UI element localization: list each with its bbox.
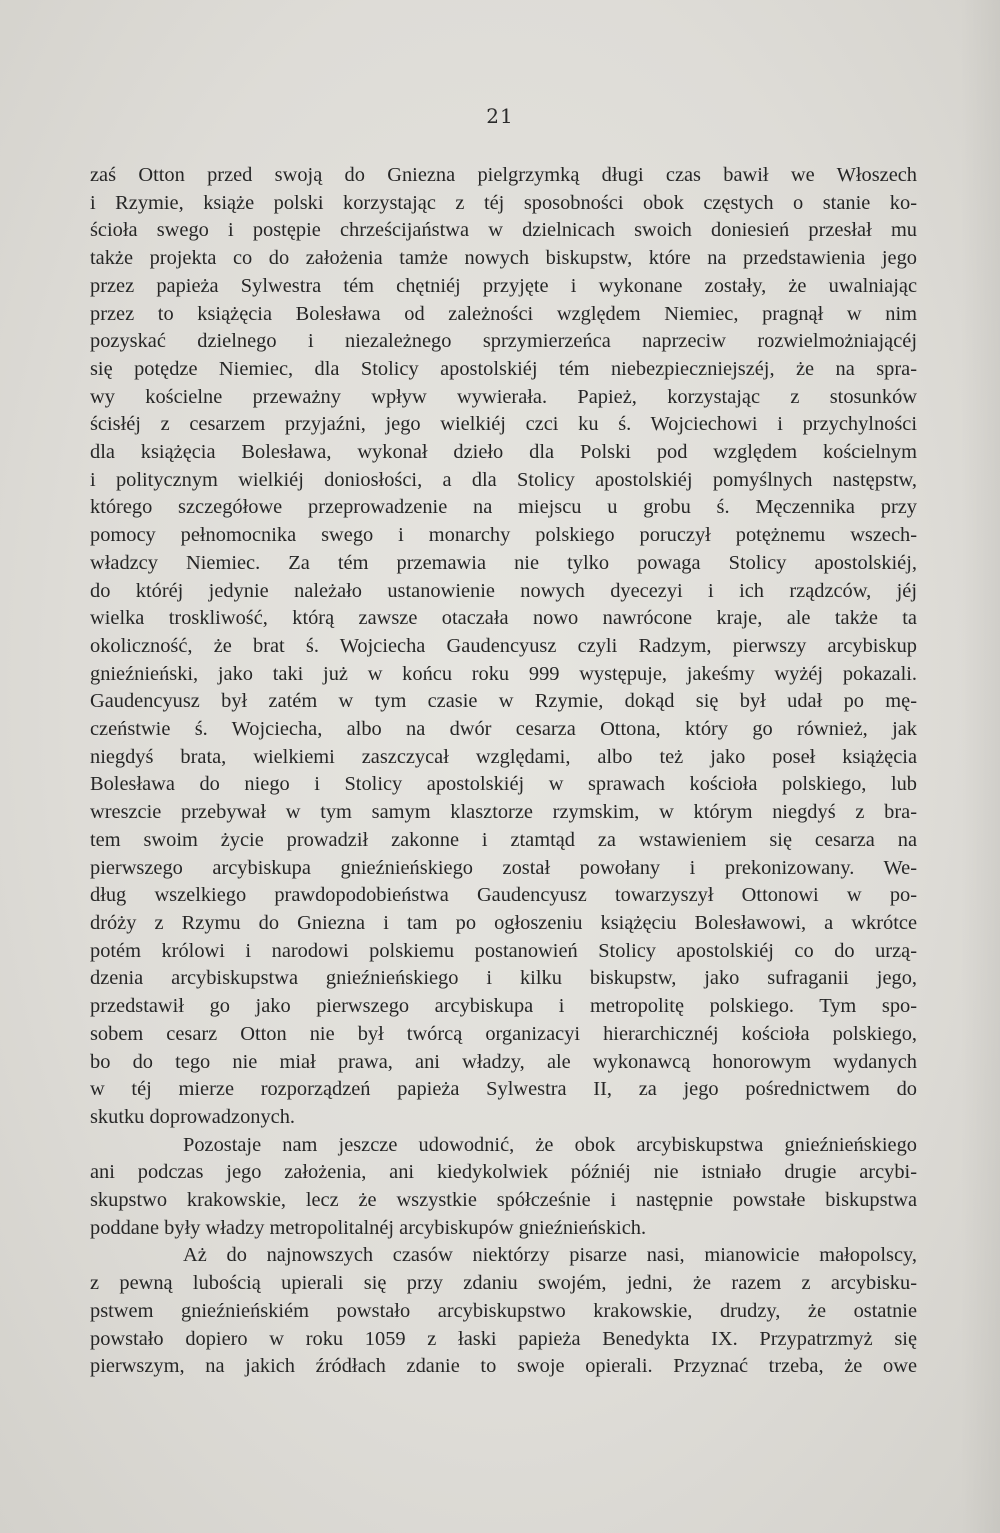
text-line: wy kościelne przeważny wpływ wywierała. Papież, korzystając z stosunków: [90, 385, 917, 408]
text-line: z pewną lubością upierali się przy zdaniu swojém, jedni, że razem z arcybisku-: [90, 1272, 917, 1295]
text-line: przez to książęcia Bolesława od zależności względem Niemiec, pragnął w nim: [90, 302, 917, 325]
page-edge-shadow: [960, 0, 1000, 1533]
text-line: okoliczność, że brat ś. Wojciecha Gaudencyusz czyli Radzym, pierwszy arcybiskup: [90, 634, 917, 657]
text-line: i Rzymie, książe polski korzystając z téj sposobności obok częstych o stanie ko-: [90, 191, 917, 214]
text-line: potém królowi i narodowi polskiemu postanowień Stolicy apostolskiéj co do urzą-: [90, 939, 917, 962]
text-line: zaś Otton przed swoją do Gniezna pielgrzymką długi czas bawił we Włoszech: [90, 164, 917, 186]
text-line: ani podczas jego założenia, ani kiedykolwiek późniéj nie istniało drugie arcybi-: [90, 1161, 917, 1184]
text-line: wreszcie przebywał w tym samym klasztorze rzymskim, w którym niegdyś z bra-: [90, 801, 917, 824]
text-line: przedstawił go jako pierwszego arcybiskupa i metropolitę polskiego. Tym spo-: [90, 995, 917, 1018]
text-line: dla książęcia Bolesława, wykonał dzieło dla Polski pod względem kościelnym: [90, 441, 917, 464]
text-line: pierwszego arcybiskupa gnieźnieńskiego został powołany i prekonizowany. We-: [90, 856, 917, 879]
text-line: dzenia arcybiskupstwa gnieźnieńskiego i kilku biskupstw, jako sufraganii jego,: [90, 967, 917, 990]
text-line: w téj mierze rozporządzeń papieża Sylwestra II, za jego pośrednictwem do: [90, 1078, 917, 1101]
text-line: pierwszym, na jakich źródłach zdanie to swoje opierali. Przyznać trzeba, że owe: [90, 1355, 917, 1378]
text-line: władzcy Niemiec. Za tém przemawia nie tylko powaga Stolicy apostolskiéj,: [90, 551, 917, 574]
text-line: wielka troskliwość, którą zawsze otaczała nowo nawrócone kraje, ale także ta: [90, 607, 917, 630]
text-line: skupstwo krakowskie, lecz że wszystkie spółcześnie i następnie powstałe biskupstwa: [90, 1189, 917, 1212]
page-number: 21: [486, 104, 514, 128]
text-line: przez papieża Sylwestra tém chętniéj przyjęte i wykonane zostały, że uwalniając: [90, 274, 917, 297]
text-line: gnieźnieński, jako taki już w końcu roku 999 występuje, jakeśmy wyżéj pokazali.: [90, 662, 917, 685]
text-line: czeństwie ś. Wojciecha, albo na dwór cesarza Ottona, który go również, jak: [90, 718, 917, 741]
text-line: do któréj jedynie należało ustanowienie nowych dyecezyi i ich rządzców, jéj: [90, 579, 917, 602]
text-line: którego szczegółowe przeprowadzenie na miejscu u grobu ś. Męczennika przy: [90, 496, 917, 519]
text-line: pozyskać dzielnego i niezależnego sprzymierzeńca naprzeciw rozwielmożniającéj: [90, 330, 917, 353]
text-line: Aż do najnowszych czasów niektórzy pisarze nasi, mianowicie małopolscy,: [183, 1244, 917, 1267]
text-line: tem swoim życie prowadził zakonne i ztamtąd za wstawieniem się cesarza na: [90, 828, 917, 851]
text-line: i politycznym wielkiéj doniosłości, a dla Stolicy apostolskiéj pomyślnych następstw,: [90, 468, 917, 491]
text-line: bo do tego nie miał prawa, ani władzy, ale wykonawcą honorowym wydanych: [90, 1050, 917, 1073]
text-line: skutku doprowadzonych.: [90, 1105, 296, 1128]
text-line: dróży z Rzymu do Gniezna i tam po ogłoszeniu książęciu Bolesławowi, a wkrótce: [90, 911, 917, 934]
text-line: ścioła swego i postępie chrześcijaństwa w dzielnicach swoich doniesień przesłał mu: [90, 219, 917, 242]
text-line: dług wszelkiego prawdopodobieństwa Gaudencyusz towarzyszył Ottonowi w po-: [90, 884, 917, 907]
text-line: pstwem gnieźnieńskiém powstało arcybiskupstwo krakowskie, drudzy, że ostatnie: [90, 1299, 917, 1322]
text-line: Bolesława do niego i Stolicy apostolskiéj w sprawach kościoła polskiego, lub: [90, 773, 917, 796]
text-line: pomocy pełnomocnika swego i monarchy polskiego poruczył potężnemu wszech-: [90, 524, 917, 547]
text-line: powstało dopiero w roku 1059 z łaski papieża Benedykta IX. Przypatrzmyż się: [90, 1327, 917, 1350]
text-line: ścisłéj z cesarzem przyjaźni, jego wielkiéj czci ku ś. Wojciechowi i przychylności: [90, 413, 917, 436]
text-line: Gaudencyusz był zatém w tym czasie w Rzymie, dokąd się był udał po mę-: [90, 690, 917, 713]
text-line: niegdyś brata, wielkiemi zaszczycał względami, albo też jako poseł książęcia: [90, 745, 917, 768]
body-text: [90, 162, 917, 1381]
text-line: poddane były władzy metropolitalnéj arcybiskupów gnieźnieńskich.: [90, 1216, 647, 1239]
text-line: także projekta co do założenia tamże nowych biskupstw, które na przedstawienia jego: [90, 247, 917, 270]
text-line: się potędze Niemiec, dla Stolicy apostolskiéj tém niebezpieczniejszéj, że na spra-: [90, 357, 917, 380]
text-line: sobem cesarz Otton nie był twórcą organizacyi hierarchicznéj kościoła polskiego,: [90, 1022, 917, 1045]
text-line: Pozostaje nam jeszcze udowodnić, że obok arcybiskupstwa gnieźnieńskiego: [183, 1133, 917, 1156]
